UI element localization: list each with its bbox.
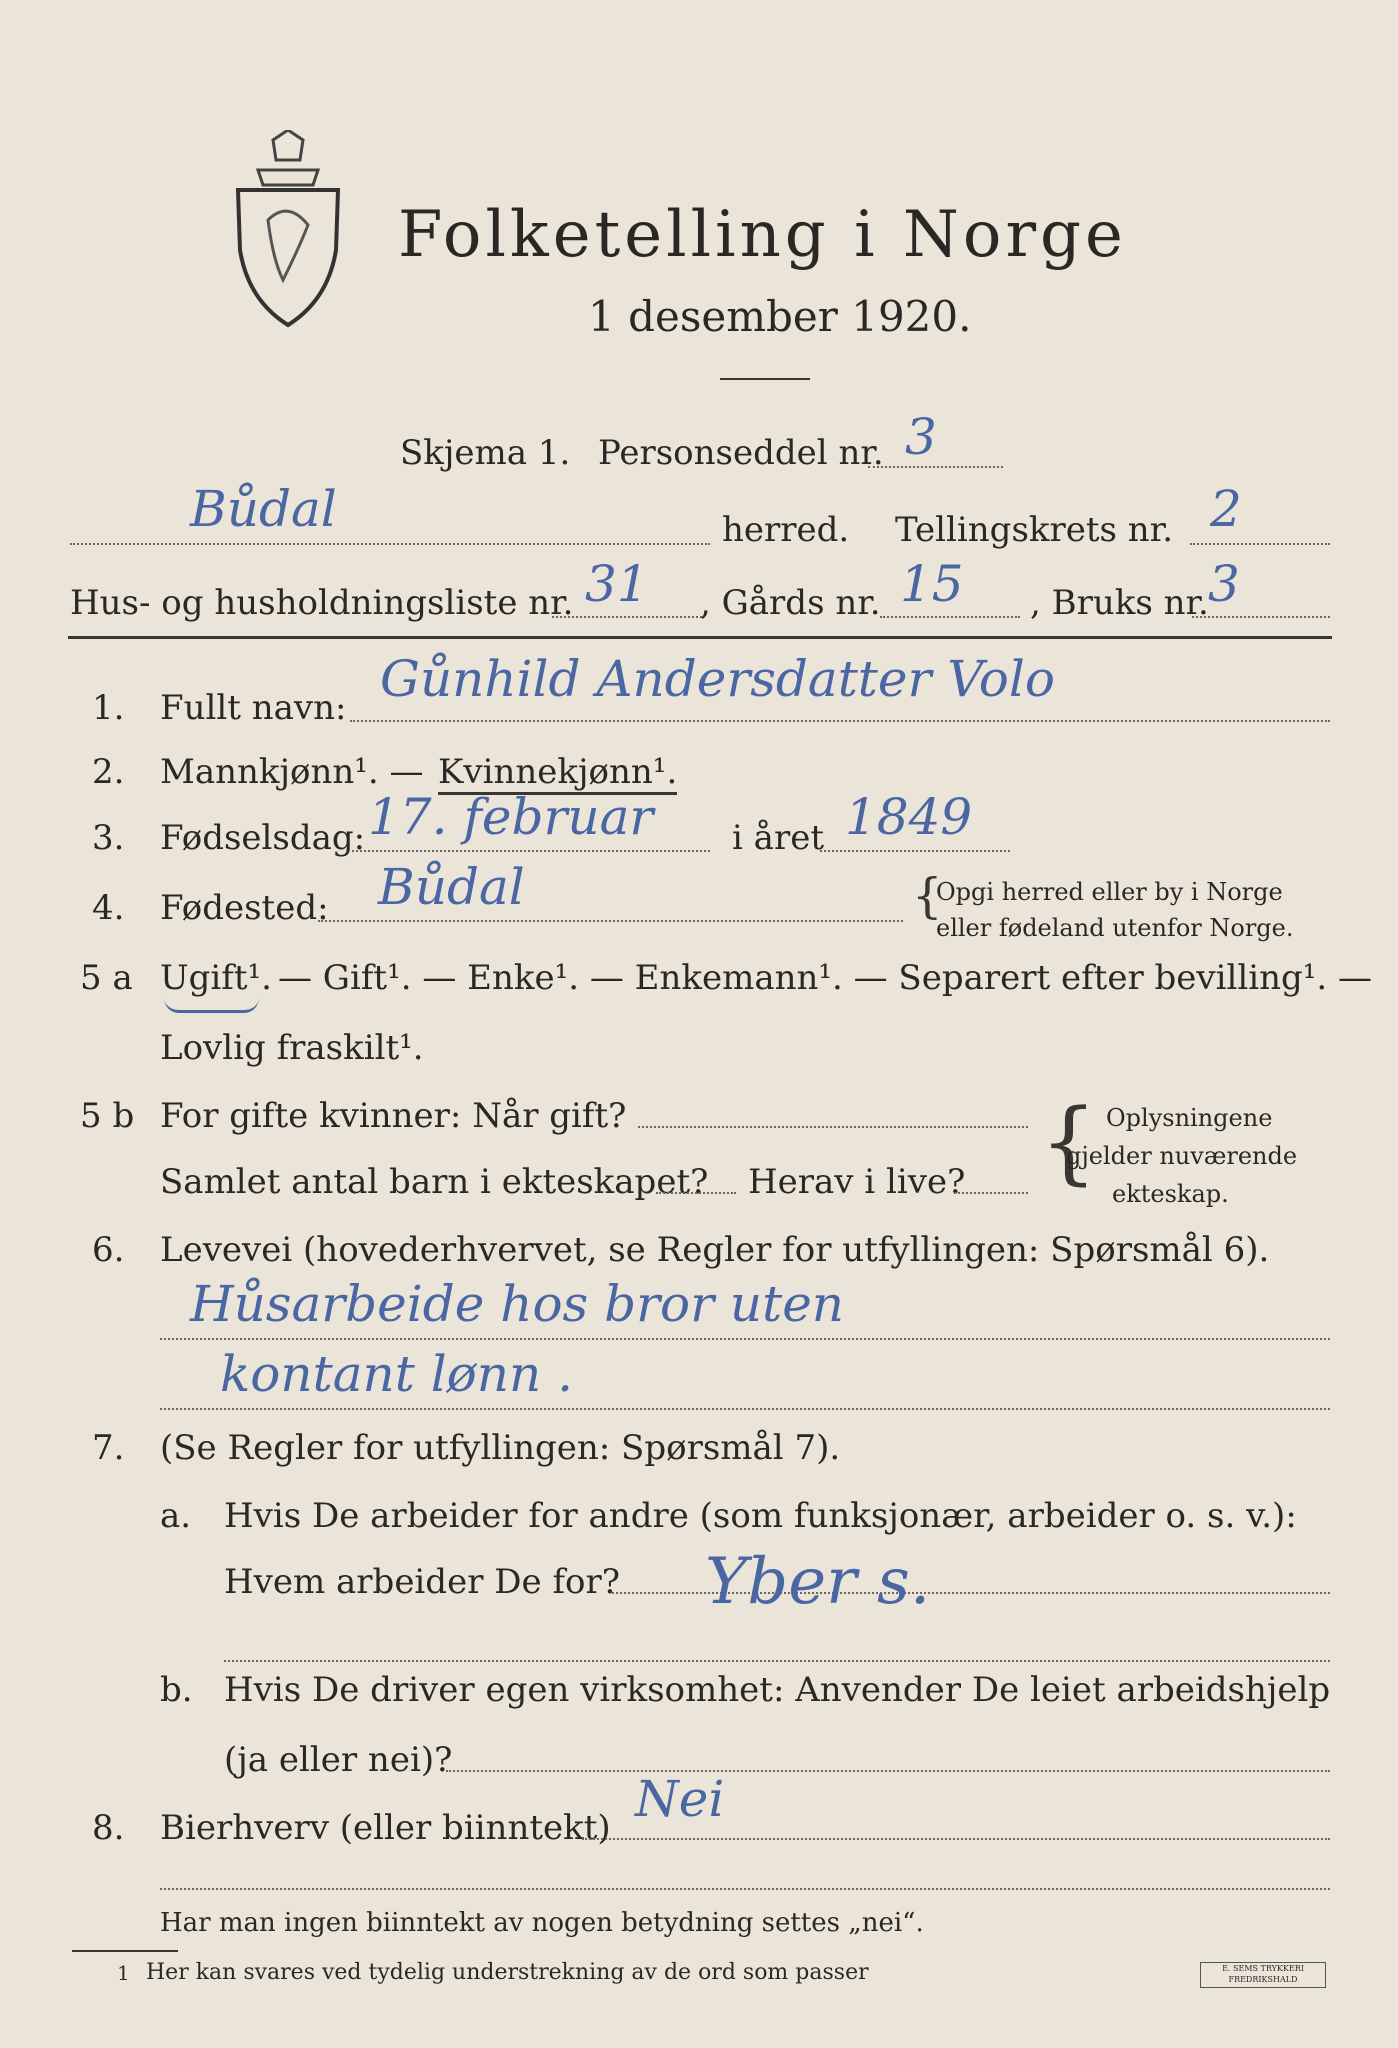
bruks-value: 3 [1208, 555, 1240, 613]
q4-note-1: Opgi herred eller by i Norge [936, 878, 1283, 906]
q2-female: Kvinnekjønn¹. [438, 752, 677, 795]
q5b-when: For gifte kvinner: Når gift? [160, 1096, 627, 1136]
hus-line [552, 616, 702, 618]
q5a-options: — Gift¹. — Enke¹. — Enkemann¹. — Separert efter bevilling¹. — [278, 958, 1373, 998]
q5b-alive-line [954, 1192, 1028, 1194]
tellingskrets-label: Tellingskrets nr. [895, 510, 1174, 550]
q7b-text: Hvis De driver egen virksomhet: Anvender De leiet arbeidshjelp [224, 1670, 1331, 1710]
tellingskrets-value: 2 [1210, 480, 1242, 538]
q6-num: 6. [92, 1230, 125, 1270]
q7a-letter: a. [160, 1496, 192, 1536]
q3-line [352, 850, 710, 852]
herred-line [70, 543, 710, 545]
q3-label: Fødselsdag: [160, 818, 366, 858]
birthplace-value: Bůdal [378, 858, 525, 916]
q6-line-1 [160, 1338, 1330, 1340]
personseddel-line [868, 466, 1003, 468]
bruks-line [1192, 616, 1330, 618]
q5b-brace: { [1040, 1090, 1098, 1195]
coat-of-arms-icon [228, 130, 348, 330]
herred-value: Bůdal [190, 480, 337, 538]
footer-note: Har man ingen biinntekt av nogen betydning settes „nei“. [160, 1908, 924, 1938]
q5b-note-3: ekteskap. [1112, 1180, 1229, 1208]
herred-label: herred. [722, 510, 850, 550]
footnote-text: Her kan svares ved tydelig understrekning av de ord som passer [146, 1960, 869, 1985]
q1-label: Fullt navn: [160, 688, 347, 728]
q8-line [582, 1838, 1330, 1840]
employer-value: Yber s. [705, 1545, 931, 1619]
schema-label: Skjema 1. [400, 433, 571, 473]
q5b-note-2: gjelder nuværende [1066, 1142, 1298, 1170]
q5b-num: 5 b [80, 1096, 135, 1136]
q3-num: 3. [92, 818, 125, 858]
birthday-value: 17. februar [368, 788, 654, 846]
footnote-mark: 1 [117, 1961, 130, 1985]
q2-male: Mannkjønn¹. — [160, 752, 424, 792]
q6-line-2 [160, 1408, 1330, 1410]
q7a-line-2 [224, 1660, 1330, 1662]
q4-num: 4. [92, 888, 125, 928]
bruks-label: , Bruks nr. [1030, 583, 1209, 623]
q8-label: Bierhverv (eller biinntekt) [160, 1808, 611, 1848]
q1-num: 1. [92, 688, 125, 728]
ugift-underline [164, 998, 259, 1013]
personseddel-value: 3 [905, 408, 937, 466]
q8-line-2 [160, 1888, 1330, 1890]
q4-label: Fødested: [160, 888, 329, 928]
q3-year-label: i året [732, 818, 824, 858]
occupation-value-1: Hůsarbeide hos bror uten [190, 1275, 845, 1333]
form-title: Folketelling i Norge [398, 198, 1127, 272]
tellingskrets-line [1190, 543, 1330, 545]
q7-label: (Se Regler for utfyllingen: Spørsmål 7). [160, 1428, 841, 1468]
q7b-line [446, 1770, 1330, 1772]
form-date: 1 desember 1920. [588, 292, 972, 341]
q3-year-line [820, 850, 1010, 852]
q5b-alive: Herav i live? [748, 1162, 966, 1202]
personseddel-label: Personseddel nr. [598, 433, 884, 473]
gards-label: , Gårds nr. [700, 583, 881, 623]
q5b-children-line [656, 1192, 736, 1194]
gards-line [880, 616, 1020, 618]
hus-value: 31 [585, 555, 649, 613]
q4-line [318, 920, 903, 922]
occupation-value-2: kontant lønn . [220, 1345, 573, 1403]
side-income-value: Nei [635, 1770, 725, 1828]
q5a-divorced: Lovlig fraskilt¹. [160, 1028, 424, 1068]
q7a-question: Hvem arbeider De for? [224, 1562, 620, 1602]
q6-label: Levevei (hovederhvervet, se Regler for utfyllingen: Spørsmål 6). [160, 1230, 1270, 1270]
q7b-letter: b. [160, 1670, 193, 1710]
title-divider [720, 378, 810, 380]
q4-brace: { [912, 868, 943, 924]
q5b-children: Samlet antal barn i ekteskapet? [160, 1162, 709, 1202]
q5a-num: 5 a [80, 958, 133, 998]
q7-num: 7. [92, 1428, 125, 1468]
birth-year-value: 1849 [845, 788, 973, 846]
printer-stamp: E. SEMS TRYKKERI FREDRIKSHALD [1200, 1962, 1326, 1988]
hus-label: Hus- og husholdningsliste nr. [70, 583, 574, 623]
q1-line [350, 720, 1330, 722]
q5a-unmarried: Ugift¹. [160, 958, 272, 998]
q8-num: 8. [92, 1808, 125, 1848]
q4-note-2: eller fødeland utenfor Norge. [936, 914, 1294, 942]
q5b-note-1: Oplysningene [1106, 1104, 1273, 1132]
q7b-question: (ja eller nei)? [224, 1740, 453, 1780]
q2-num: 2. [92, 752, 125, 792]
q5b-when-line [638, 1126, 1028, 1128]
gards-value: 15 [900, 555, 964, 613]
footnote-divider [72, 1950, 178, 1952]
q7a-text: Hvis De arbeider for andre (som funksjonær, arbeider o. s. v.): [224, 1496, 1297, 1536]
full-name-value: Gůnhild Andersdatter Volo [380, 650, 1055, 708]
header-divider [68, 636, 1332, 639]
